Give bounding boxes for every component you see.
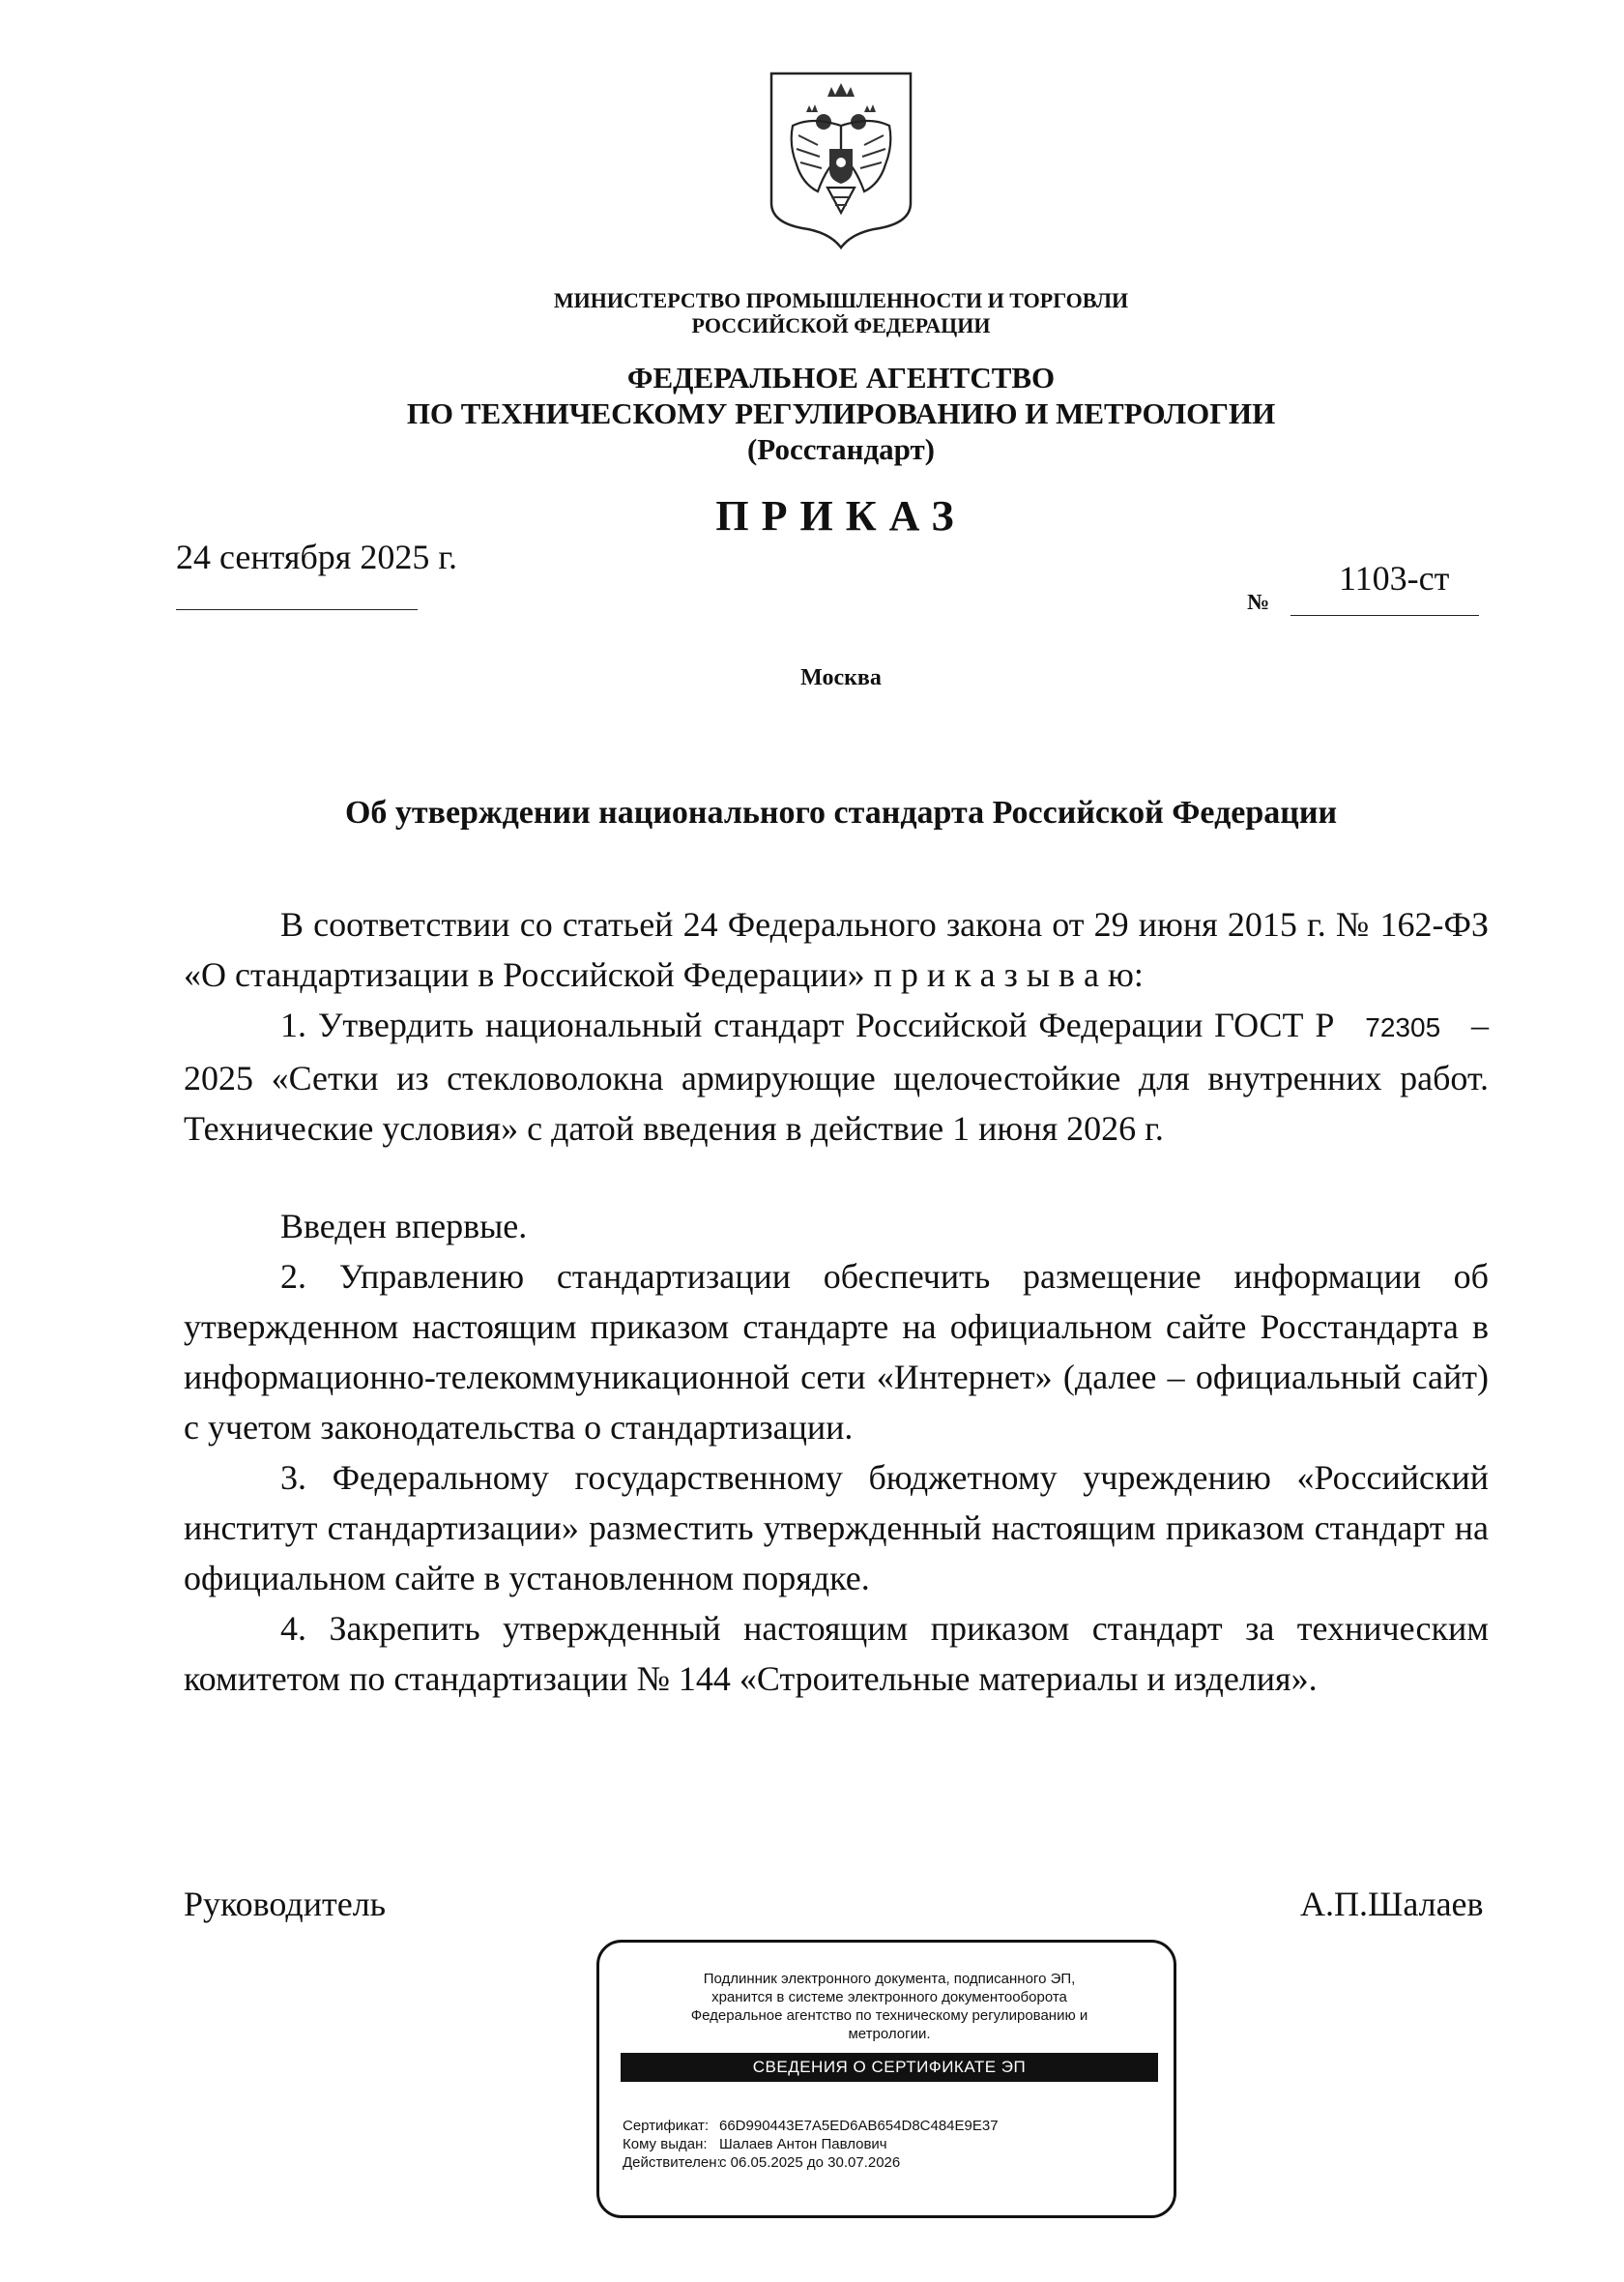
cert-row xyxy=(623,2117,999,2135)
valid-value: с 06.05.2025 до 30.07.2026 xyxy=(719,2154,901,2171)
agency-short-name: (Росстандарт) xyxy=(746,432,936,466)
issued-row xyxy=(623,2135,999,2153)
issued-value: Шалаев Антон Павлович xyxy=(719,2136,887,2152)
document-title: Об утверждении национального стандарта Российской Федерации xyxy=(344,795,1338,831)
stamp-certificate-details xyxy=(623,2117,999,2172)
number-underline xyxy=(1290,615,1479,616)
item-1-rest: –2025 «Сетки из стекловолокна армирующие щелочестойкие для внутренних работ. Технические условия» с датой введения в действие 1 июня 2026 г. xyxy=(184,1006,1490,1148)
valid-label: Действителен: xyxy=(623,2154,721,2171)
paragraph-item-1 xyxy=(184,1000,1489,1154)
agency-header xyxy=(0,360,1624,467)
order-number: 1103-ст xyxy=(1339,559,1450,598)
electronic-signature-stamp xyxy=(596,1940,1176,2218)
paragraph-first-introduced: Введен впервые. xyxy=(280,1207,528,1245)
stamp-line: Подлинник электронного документа, подписанного ЭП, xyxy=(703,1971,1076,1987)
agency-line: ПО ТЕХНИЧЕСКОМУ РЕГУЛИРОВАНИЮ И МЕТРОЛОГИИ xyxy=(406,396,1276,430)
date-underline xyxy=(176,609,418,610)
cert-label: Сертификат: xyxy=(623,2118,710,2134)
paragraph-preamble: В соответствии со статьей 24 Федерального закона от 29 июня 2015 г. № 162-ФЗ «О стандартизации в Российской Федерации» п р и к а з ы в а ю: xyxy=(184,905,1489,994)
stamp-line: хранится в системе электронного документооборота xyxy=(711,1989,1067,2005)
cert-value: 66D990443E7A5ED6AB654D8C484E9E37 xyxy=(719,2118,999,2134)
signatory-name: А.П.Шалаев xyxy=(1300,1885,1484,1923)
issued-label: Кому выдан: xyxy=(623,2136,708,2152)
stamp-line: Федеральное агентство по техническому регулированию и xyxy=(690,2007,1088,2024)
valid-row xyxy=(623,2153,999,2172)
coat-of-arms-emblem xyxy=(764,68,918,251)
item-1-prefix: 1. Утвердить национальный стандарт Российской Федерации ГОСТ Р xyxy=(280,1006,1335,1044)
paragraph-item-3: 3. Федеральному государственному бюджетному учреждению «Российский институт стандартизации» разместить утвержденный настоящим приказом стандарт на официальном сайте в установленном порядке. xyxy=(184,1458,1489,1597)
ministry-line: РОССИЙСКОЙ ФЕДЕРАЦИИ xyxy=(691,313,991,337)
paragraph-item-2: 2. Управлению стандартизации обеспечить размещение информации об утвержденном настоящим приказом стандарте на официальном сайте Росстандарта в информационно-телекоммуникационной сети «Интернет» (далее – официальный сайт) с учетом законодательства о стандартизации. xyxy=(184,1257,1489,1447)
signatory-position: Руководитель xyxy=(184,1885,387,1923)
stamp-line: метрологии. xyxy=(848,2026,931,2042)
stamp-certificate-bar: СВЕДЕНИЯ О СЕРТИФИКАТЕ ЭП xyxy=(621,2053,1158,2082)
order-heading: ПРИКАЗ xyxy=(715,492,967,540)
stamp-description xyxy=(638,1970,1141,2043)
agency-line: ФЕДЕРАЛЬНОЕ АГЕНТСТВО xyxy=(626,361,1056,395)
paragraph-item-4: 4. Закрепить утвержденный настоящим приказом стандарт за техническим комитетом по стандартизации № 144 «Строительные материалы и изделия». xyxy=(184,1609,1489,1698)
number-sign: № xyxy=(1247,590,1270,614)
order-date: 24 сентября 2025 г. xyxy=(176,538,458,576)
ministry-header xyxy=(0,288,1624,338)
order-city: Москва xyxy=(800,665,882,690)
ministry-line: МИНИСТЕРСТВО ПРОМЫШЛЕННОСТИ И ТОРГОВЛИ xyxy=(553,288,1129,312)
gost-number: 72305 xyxy=(1365,1012,1441,1042)
